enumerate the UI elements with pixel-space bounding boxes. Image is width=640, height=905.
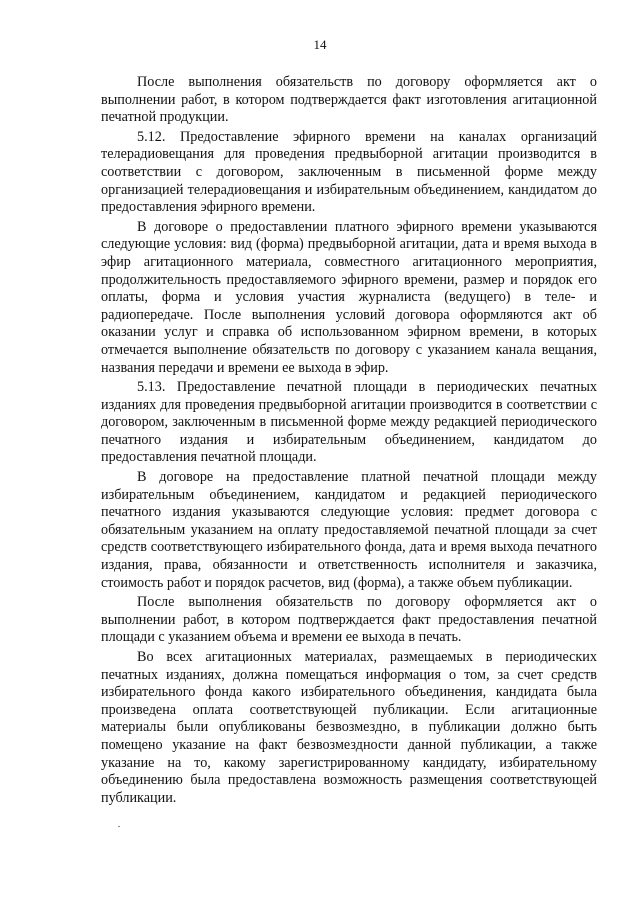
paragraph-airtime-contract-terms: В договоре о предоставлении платного эфирного времени указываются следующие условия: вид (форма) предвыборной агитации, дата и время выхода в эфир агитационного материала, совместного агитационного мероприятия, продолжительность предоставляемого эфирного времени, размер и порядок его оплаты, форма и условия участия журналиста (ведущего) в теле- и радиопередаче. После выполнения условий договора оформляются акт об оказании услуг и справка об использованном эфирном времени, в которых отмечается выполнение обязательств по договору с указанием канала вещания, названия передачи и времени ее выхода в эфир. [101,218,597,376]
paragraph-5-13-print-space: 5.13. Предоставление печатной площади в периодических печатных изданиях для проведения предвыборной агитации производится в соответствии с договором, заключенным в письменной форме между редакцией периодического печатного издания и избирательным объединением, кандидатом до предоставления печатной площади. [101,379,597,466]
paragraph-print-space-contract-terms: В договоре на предоставление платной печатной площади между избирательным объединением, кандидатом и редакцией периодического печатного издания указываются следующие условия: предмет договора с обязательным указанием на оплату предоставляемой печатной площади за счет средств соответствующего избирательного фонда, дата и время выхода печатного издания, права, обязанности и ответственность исполнителя и заказчика, стоимость работ и порядок расчетов, вид (форма), а также объем публикации. [101,469,597,591]
paragraph-act-printed-materials: После выполнения обязательств по договору оформляется акт о выполнении работ, в котором подтверждается факт изготовления агитационной печатной продукции. [101,74,597,126]
scan-speck [118,826,120,827]
paragraph-publication-funding-info: Во всех агитационных материалах, размещаемых в периодических печатных изданиях, должна помещаться информация о том, за счет средств избирательного фонда какого избирательного объединения, кандидата была произведена оплата соответствующей публикации. Если агитационные материалы были опубликованы безвозмездно, в публикации должно быть помещено указание на факт безвозмездности данной публикации, а также указание на то, какому зарегистрированному кандидату, избирательному объединению была предоставлена возможность размещения соответствующей публикации. [101,649,597,806]
document-body [101,74,597,807]
paragraph-act-print-space: После выполнения обязательств по договору оформляется акт о выполнении работ, в котором подтверждается факт предоставления печатной площади с указанием объема и времени ее выхода в печать. [101,594,597,646]
paragraph-5-12-airtime: 5.12. Предоставление эфирного времени на каналах организаций телерадиовещания для проведения предвыборной агитации производится в соответствии с договором, заключенным в письменной форме между организацией телерадиовещания и избирательным объединением, кандидатом до предоставления эфирного времени. [101,128,597,216]
page-number: 14 [313,37,327,52]
